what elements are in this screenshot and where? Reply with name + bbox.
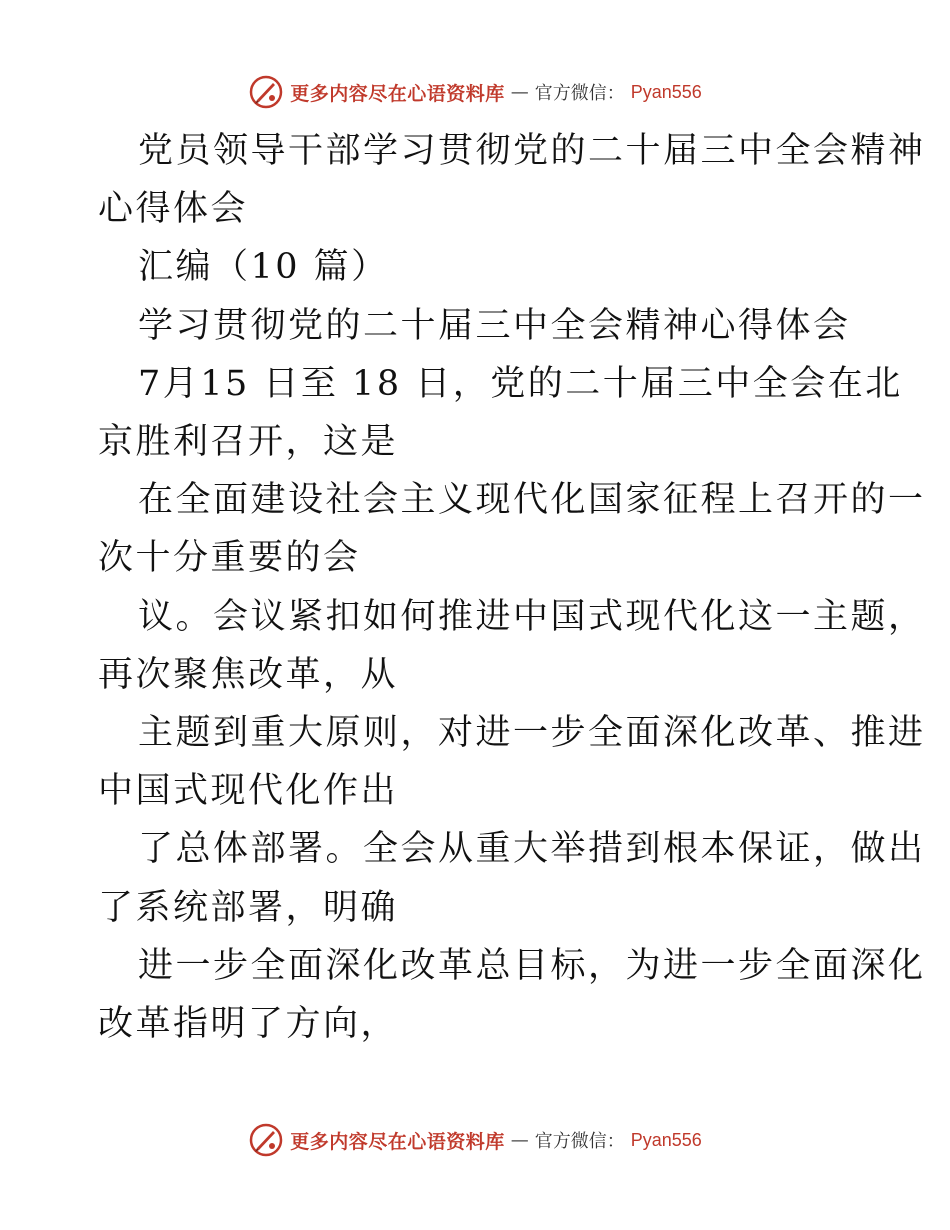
doc-text-line: 了系统部署，明确: [98, 887, 399, 928]
doc-title-line-2: 心得体会: [98, 189, 249, 230]
doc-text-line: 议。会议紧扣如何推进中国式现代化这一主题，: [138, 596, 926, 637]
footer-banner-text: 更多内容尽在心语资料库: [290, 1130, 505, 1153]
header-wechat-id: Pyan556: [630, 81, 702, 102]
doc-text-line: 在全面建设社会主义现代化国家征程上召开的一: [138, 480, 926, 521]
doc-text-line: 中国式现代化作出: [98, 771, 399, 812]
quill-pen-logo-icon: [248, 74, 284, 110]
footer-wechat-label: 官方微信：: [534, 1131, 625, 1152]
footer-wechat-id: Pyan556: [630, 1129, 702, 1150]
doc-title-line-1: 党员领导干部学习贯彻党的二十届三中全会精神: [138, 131, 926, 171]
header-watermark-banner: [0, 72, 950, 112]
doc-text-line: 主题到重大原则，对进一步全面深化改革、推进: [138, 713, 926, 754]
quill-pen-logo-icon: [248, 1122, 284, 1158]
doc-text-line: 再次聚焦改革，从: [98, 654, 399, 695]
doc-text-line: 了总体部署。全会从重大举措到根本保证，做出: [138, 829, 926, 870]
doc-title-line-3: 汇编（10 篇）: [138, 247, 389, 288]
doc-subtitle: 学习贯彻党的二十届三中全会精神心得体会: [138, 305, 851, 346]
header-wechat-label: 官方微信：: [534, 83, 625, 104]
footer-banner-separator: —: [510, 1129, 529, 1151]
header-banner-text: 更多内容尽在心语资料库: [290, 82, 505, 105]
document-body: [98, 122, 926, 1053]
doc-text-line: 改革指明了方向，: [98, 1004, 399, 1045]
footer-watermark-banner: [0, 1120, 950, 1160]
header-banner-separator: —: [510, 81, 529, 103]
doc-text-line: 进一步全面深化改革总目标，为进一步全面深化: [138, 945, 926, 986]
doc-text-line: 次十分重要的会: [98, 538, 361, 579]
doc-text-line: 7月15 日至 18 日，党的二十届三中全会在北: [138, 363, 903, 404]
doc-text-line: 京胜利召开，这是: [98, 422, 399, 463]
